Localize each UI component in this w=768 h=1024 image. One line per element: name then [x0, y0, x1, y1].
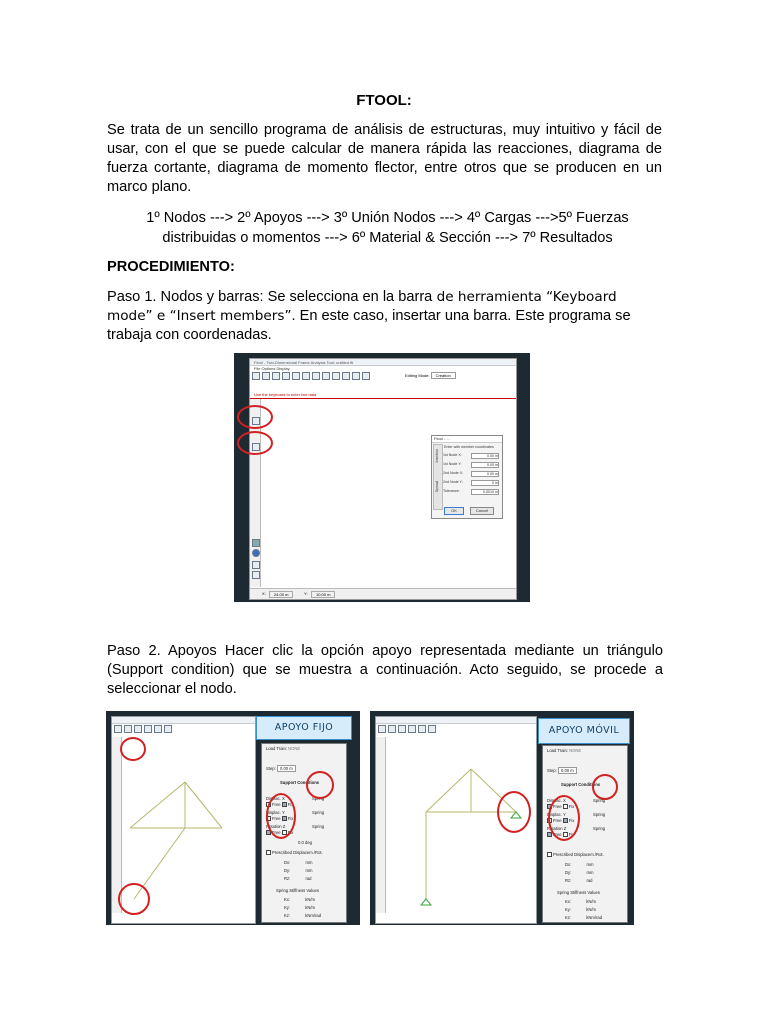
presc-unit: mm	[305, 868, 313, 873]
load-train-value: NONE	[288, 746, 301, 751]
field-label: 1st Node Y:	[443, 462, 462, 466]
screenshot-keyboard-mode	[234, 353, 530, 602]
window-titlebar	[376, 717, 536, 724]
field-input[interactable]: 0.00 m	[471, 471, 499, 477]
steps-line-1: 1º Nodos ---> 2º Apoyos ---> 3º Unión Nodos ---> 4º Cargas --->5º Fuerzas	[146, 210, 629, 226]
steps-sequence	[110, 208, 665, 248]
spring-kx	[565, 899, 596, 904]
field-row	[443, 462, 498, 471]
presc-unit: rad	[305, 876, 312, 881]
window-titlebar	[112, 717, 255, 724]
presc-label: Rz:	[284, 876, 291, 881]
dialog-header: Enter with member coordinates	[444, 445, 494, 449]
presc-unit: mm	[305, 860, 313, 865]
section-icon[interactable]	[362, 372, 370, 380]
load-train-row	[266, 746, 300, 751]
status-y-value: 10.00 m	[311, 591, 335, 598]
presc-dx	[284, 860, 312, 865]
shape-icon[interactable]	[252, 539, 260, 547]
option-fix: Fix	[568, 818, 575, 823]
status-x-value: 24.00 m	[269, 591, 293, 598]
screenshot-apoyo-fijo	[106, 711, 360, 925]
field-label: 2nd Node Y:	[443, 480, 463, 484]
spring-values-title: Spring Stiffness Values	[557, 890, 600, 895]
step-input[interactable]: 0.00 m	[558, 767, 577, 774]
select-icon[interactable]	[292, 372, 300, 380]
moment-icon[interactable]	[154, 725, 162, 733]
spring-kx	[284, 897, 315, 902]
field-label: 1st Node X:	[443, 453, 462, 457]
window-title: Ftool - Two-Dimensional Frame Analysis Tool: untitled.ftl	[254, 360, 354, 365]
ok-button[interactable]: OK	[444, 507, 464, 515]
row-label: Rotation Z	[547, 826, 567, 831]
spring-label: Spring	[312, 824, 325, 829]
prescribed-label: Prescribed Displacem./Rot.	[272, 850, 323, 855]
option-free: Free	[272, 830, 281, 835]
field-input[interactable]: 0.00 m	[471, 453, 499, 459]
spring-unit: kN/m	[586, 899, 597, 904]
node-icon[interactable]	[124, 725, 132, 733]
angle-value: 0.0 deg	[298, 840, 312, 845]
option-free: Free	[272, 802, 281, 807]
presc-rz	[565, 878, 593, 883]
zoom-icon[interactable]	[252, 561, 260, 569]
keyboard-hint: Use the keyboard to enter line data	[254, 392, 317, 397]
moment-icon[interactable]	[342, 372, 350, 380]
step-row	[547, 768, 577, 773]
spring-label: Spring	[593, 826, 606, 831]
save-icon[interactable]	[272, 372, 280, 380]
field-label: Tolerance:	[443, 489, 460, 493]
presc-unit: mm	[586, 862, 594, 867]
presc-dx	[565, 862, 593, 867]
status-bar	[250, 588, 516, 599]
presc-label: Dy:	[284, 868, 291, 873]
screenshot-apoyo-movil	[370, 711, 634, 925]
material-icon[interactable]	[428, 725, 436, 733]
field-input[interactable]: 0.00 m	[471, 462, 499, 468]
support-condition-icon[interactable]	[398, 725, 406, 733]
spring-label: Kx:	[565, 899, 572, 904]
row-label: Rotation Z	[266, 824, 286, 829]
toolbar	[114, 725, 172, 733]
spring-ky	[565, 907, 596, 912]
steps-line-2: distribuidas o momentos ---> 6º Material & Sección ---> 7º Resultados	[162, 230, 613, 246]
support-conditions-title: Support Conditions	[280, 780, 320, 785]
highlight-keyboard-mode	[237, 405, 273, 429]
document-title: FTOOL:	[356, 92, 412, 109]
new-icon[interactable]	[252, 372, 260, 380]
select-icon[interactable]	[114, 725, 122, 733]
prescribed-row	[547, 852, 604, 857]
spring-unit: kNm/rad	[586, 915, 603, 920]
paso1-text-d: . En este caso, insertar una barra. Este programa se	[291, 308, 631, 324]
highlight-insert-members	[237, 431, 273, 455]
spring-label: Kz:	[565, 915, 572, 920]
banner-apoyo-fijo: APOYO FIJO	[256, 716, 352, 740]
load-train-label: Load Train:	[266, 746, 287, 751]
left-toolbar	[376, 737, 386, 913]
spring-unit: kNm/rad	[305, 913, 322, 918]
open-icon[interactable]	[262, 372, 270, 380]
prescribed-row	[266, 850, 323, 855]
paso1-text-a: Paso 1. Nodos y barras: Se selecciona en la barra	[107, 289, 433, 305]
toolbar	[378, 725, 436, 733]
highlight-support-buttons	[592, 774, 618, 800]
spring-label: Kz:	[284, 913, 291, 918]
spring-label: Spring	[312, 796, 325, 801]
paso1-paragraph	[107, 288, 667, 345]
presc-label: Dx:	[284, 860, 291, 865]
presc-label: Rz:	[565, 878, 572, 883]
spring-label: Ky:	[284, 905, 291, 910]
presc-unit: rad	[586, 878, 593, 883]
option-free: Free	[553, 804, 562, 809]
spring-label: Kx:	[284, 897, 291, 902]
highlight-node	[118, 883, 150, 915]
field-row	[443, 471, 498, 480]
field-row	[443, 480, 498, 489]
load-icon[interactable]	[332, 372, 340, 380]
window-titlebar	[250, 359, 516, 366]
material-icon[interactable]	[164, 725, 172, 733]
grid-icon[interactable]	[252, 571, 260, 579]
load-icon[interactable]	[408, 725, 416, 733]
paso1-text-c: mode” e “Insert members”	[107, 308, 292, 324]
presc-unit: mm	[586, 870, 594, 875]
row-label: Displac. Y	[266, 810, 285, 815]
spring-unit: kN/m	[305, 897, 316, 902]
cancel-button[interactable]: Cancel	[470, 507, 494, 515]
load-train-row	[547, 748, 581, 753]
load-train-value: NONE	[569, 748, 582, 753]
spring-unit: kN/m	[305, 905, 316, 910]
spring-kz	[284, 913, 321, 918]
spring-values-title: Spring Stiffness Values	[276, 888, 319, 893]
status-x-label: X:	[262, 591, 266, 596]
moment-icon[interactable]	[418, 725, 426, 733]
field-label: 2nd Node X:	[443, 471, 463, 475]
left-toolbar	[112, 737, 122, 913]
spring-label: Spring	[312, 810, 325, 815]
presc-dy	[565, 870, 593, 875]
insert-member-icon[interactable]	[312, 372, 320, 380]
option-fix: Fix	[287, 830, 294, 835]
highlight-node	[497, 791, 531, 833]
paso1-text-b: de herramienta “Keyboard	[432, 289, 617, 305]
banner-apoyo-movil: APOYO MÓVIL	[538, 718, 630, 744]
field-row	[443, 489, 498, 498]
material-icon[interactable]	[352, 372, 360, 380]
dialog-fields	[443, 453, 498, 498]
step-input[interactable]: 0.00 m	[277, 765, 296, 772]
member-coordinates-dialog	[431, 435, 503, 519]
editing-mode-select[interactable]: Creation	[431, 372, 456, 379]
spring-kz	[565, 915, 602, 920]
step-label: Step:	[547, 768, 557, 773]
option-free: Free	[272, 816, 281, 821]
highlight-support-icon	[120, 737, 146, 761]
support-icon[interactable]	[322, 372, 330, 380]
presc-label: Dy:	[565, 870, 572, 875]
highlight-fix-options	[266, 793, 296, 839]
field-input[interactable]: 0 m	[471, 480, 499, 486]
status-y-label: Y:	[304, 591, 308, 596]
field-input[interactable]: 0.0010 m	[471, 489, 499, 495]
print-icon[interactable]	[282, 372, 290, 380]
prescribed-checkbox[interactable]	[547, 852, 552, 857]
option-free: Free	[553, 832, 562, 837]
option-free: Free	[553, 818, 562, 823]
tab-spread[interactable]: Spread	[435, 481, 439, 493]
option-fix: Fix	[568, 804, 575, 809]
presc-dy	[284, 868, 312, 873]
highlight-support-buttons	[306, 771, 334, 799]
tab-insertion[interactable]: Insertion	[435, 449, 439, 463]
paso1-text-e: trabaja con coordenadas.	[107, 327, 272, 343]
spring-ky	[284, 905, 315, 910]
dialog-title: Ftool - ...	[432, 436, 502, 443]
load-icon[interactable]	[144, 725, 152, 733]
step-row	[266, 766, 296, 771]
hint-divider	[250, 398, 516, 399]
select-icon[interactable]	[378, 725, 386, 733]
insert-node-icon[interactable]	[302, 372, 310, 380]
spring-unit: kN/m	[586, 907, 597, 912]
procedure-heading: PROCEDIMIENTO:	[107, 259, 235, 275]
node-icon[interactable]	[388, 725, 396, 733]
support-conditions-title: Support Conditions	[561, 782, 601, 787]
row-label: Displac. Y	[547, 812, 566, 817]
editing-mode	[405, 373, 456, 378]
prescribed-label: Prescribed Displacem./Rot.	[553, 852, 604, 857]
spring-label: Spring	[593, 798, 606, 803]
globe-icon[interactable]	[252, 549, 260, 557]
toolbar	[252, 372, 370, 380]
field-row	[443, 453, 498, 462]
dialog-tabs	[433, 444, 443, 510]
prescribed-checkbox[interactable]	[266, 850, 271, 855]
spring-label: Spring	[593, 812, 606, 817]
intro-paragraph: Se trata de un sencillo programa de análisis de estructuras, muy intuitivo y fácil de usar, con el que se puede calcular de manera rápida las reacciones, diagrama de fuerza cortante, diagrama de momento flector, entre otros que se producen en un marco plano.	[107, 122, 662, 195]
row-label: Displac. X	[547, 798, 566, 803]
presc-rz	[284, 876, 312, 881]
row-label: Displac. X	[266, 796, 285, 801]
support-condition-icon[interactable]	[134, 725, 142, 733]
presc-label: Dx:	[565, 862, 572, 867]
step-label: Step:	[266, 766, 276, 771]
menu-bar[interactable]: File Options Display	[254, 366, 290, 371]
highlight-free-options	[548, 795, 580, 841]
editing-mode-label: Editing Mode:	[405, 373, 430, 378]
option-fix: Fix	[287, 802, 294, 807]
load-train-label: Load Train:	[547, 748, 568, 753]
option-fix: Fix	[287, 816, 294, 821]
paso2-paragraph: Paso 2. Apoyos Hacer clic la opción apoyo representada mediante un triángulo (Support condition) que se muestra a continuación. Acto seguido, se procede a seleccionar el nodo.	[107, 643, 663, 697]
option-fix: Fix	[568, 832, 575, 837]
spring-label: Ky:	[565, 907, 572, 912]
